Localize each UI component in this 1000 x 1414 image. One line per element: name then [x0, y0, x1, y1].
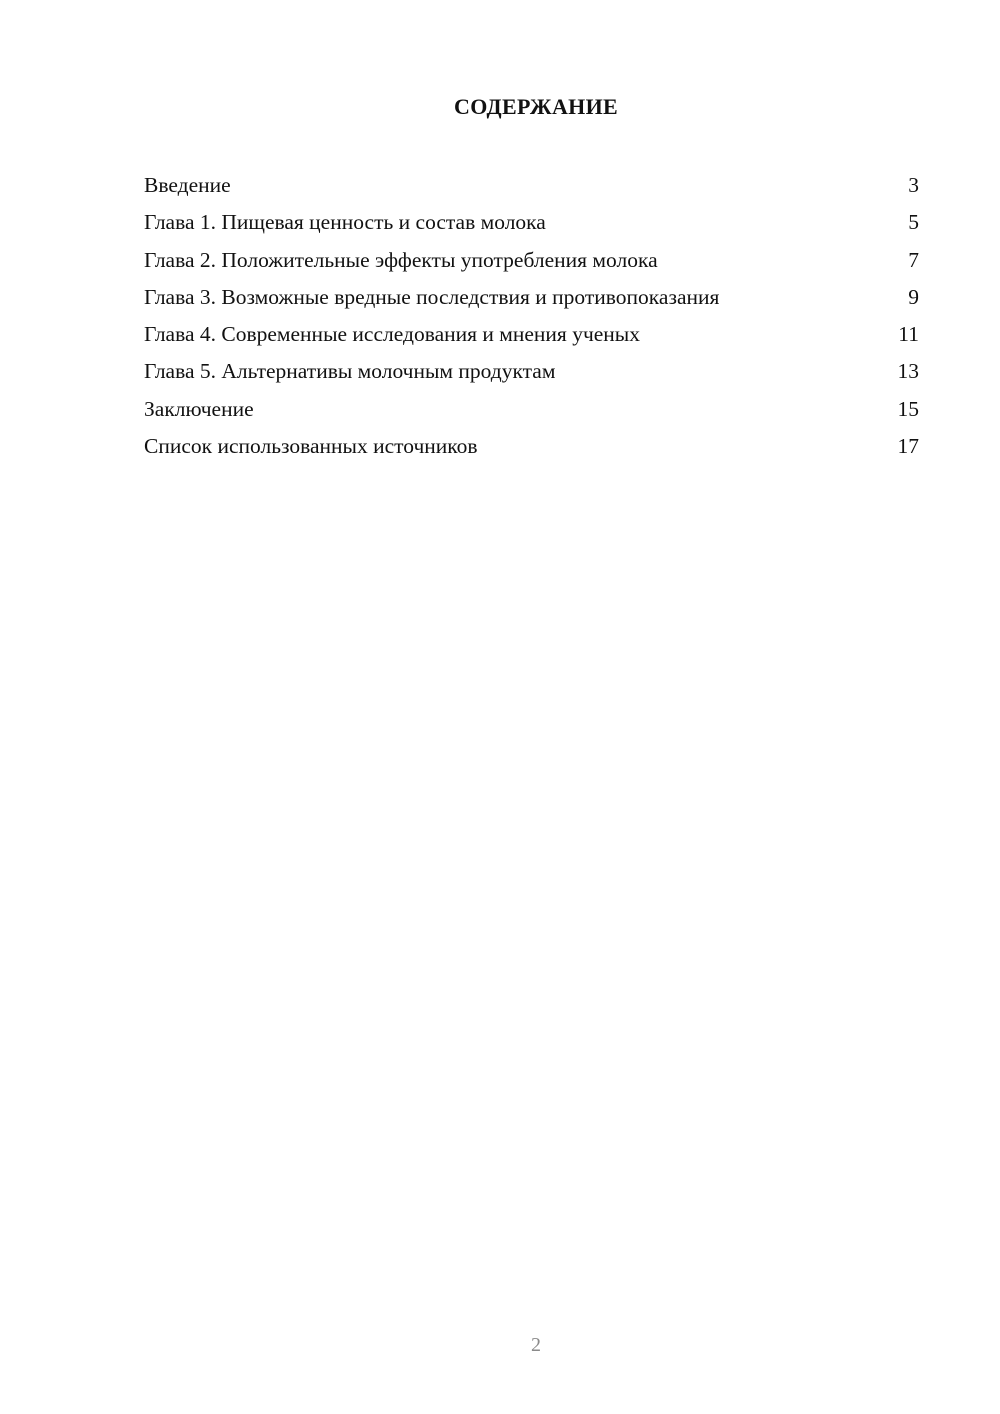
toc-entry-page: 3 [908, 173, 919, 197]
toc-entry-page: 11 [898, 322, 919, 347]
toc-entry-page: 9 [908, 284, 919, 309]
toc-entry-title: Глава 3. Возможные вредные последствия и противопоказания [144, 284, 720, 309]
toc-entry-title: Список использованных источников [144, 434, 478, 459]
toc-entry-title: Глава 1. Пищевая ценность и состав молока [144, 210, 546, 235]
toc-entry-chapter-1 [144, 207, 919, 244]
toc-entry-chapter-2 [144, 245, 919, 282]
toc-entry-introduction [144, 170, 919, 207]
toc-entry-title: Глава 2. Положительные эффекты употребления молока [144, 247, 658, 272]
table-of-contents [144, 170, 919, 468]
toc-entry-references [144, 431, 919, 468]
toc-entry-chapter-5 [144, 356, 919, 393]
toc-entry-page: 13 [897, 359, 919, 384]
toc-entry-title: Заключение [144, 396, 254, 421]
toc-entry-title: Введение [144, 173, 231, 197]
toc-entry-page: 17 [897, 434, 919, 459]
toc-entry-page: 5 [908, 210, 919, 235]
toc-entry-page: 15 [897, 396, 919, 421]
toc-entry-page: 7 [908, 247, 919, 272]
page-title: СОДЕРЖАНИЕ [454, 94, 618, 119]
toc-entry-chapter-4 [144, 319, 919, 356]
page-number: 2 [531, 1334, 541, 1356]
toc-entry-title: Глава 4. Современные исследования и мнения ученых [144, 322, 641, 347]
toc-entry-conclusion [144, 394, 919, 431]
toc-entry-chapter-3 [144, 282, 919, 319]
toc-entry-title: Глава 5. Альтернативы молочным продуктам [144, 359, 556, 384]
